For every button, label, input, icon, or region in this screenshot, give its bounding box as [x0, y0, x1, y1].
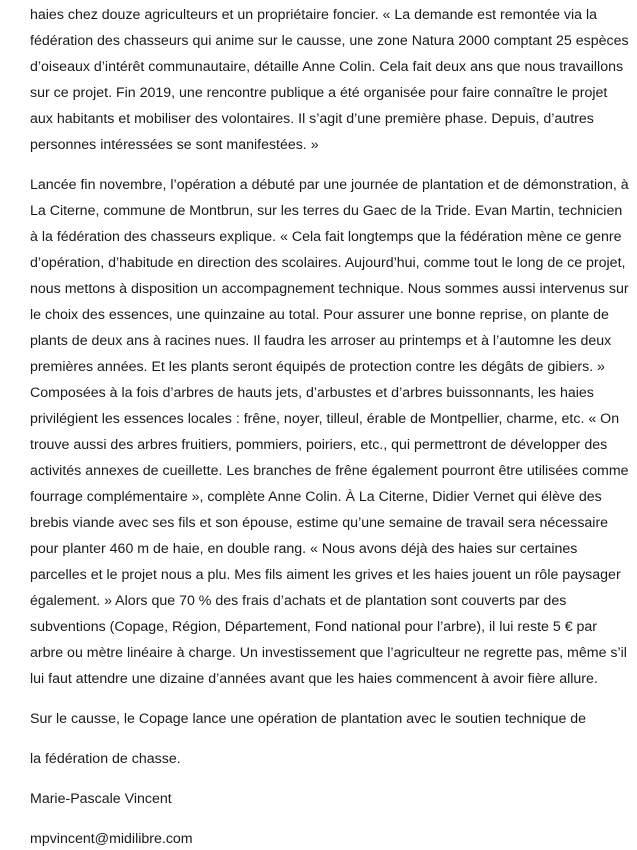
paragraph-2-line: pour planter 460 m de haie, en double rang. « Nous avons déjà des haies sur certaines	[30, 541, 578, 557]
paragraph-2-line: à la fédération des chasseurs explique. « Cela fait longtemps que la fédération mène ce genre	[30, 229, 622, 245]
paragraph-1-line: personnes intéressées se sont manifestées. »	[30, 137, 319, 153]
paragraph-2-line: subventions (Copage, Région, Département, Fond national pour l’arbre), il lui reste 5 € par	[30, 619, 598, 635]
paragraph-2-line: Lancée fin novembre, l’opération a débuté par une journée de plantation et de démonstration, à	[30, 177, 629, 193]
paragraph-1-line: sur ce projet. Fin 2019, une rencontre publique a été organisée pour faire connaître le projet	[30, 85, 608, 101]
paragraph-2-line: fourrage complémentaire », complète Anne Colin. À La Citerne, Didier Vernet qui élève des	[30, 489, 602, 505]
paragraph-2-line: arbre ou mètre linéaire à charge. Un investissement que l’agriculteur ne regrette pas, même s’il	[30, 645, 627, 661]
paragraph-2-line: premières années. Et les plants seront équipés de protection contre les dégâts de gibiers. »	[30, 359, 605, 375]
paragraph-2-line: également. » Alors que 70 % des frais d’achats et de plantation sont couverts par des	[30, 593, 567, 609]
paragraph-1-line: d’oiseaux d’intérêt communautaire, détaille Anne Colin. Cela fait deux ans que nous travaillons	[30, 59, 624, 75]
paragraph-2-line: nous mettons à disposition un accompagnement technique. Nous sommes aussi intervenus sur	[30, 281, 629, 297]
paragraph-1-line: haies chez douze agriculteurs et un propriétaire foncier. « La demande est remontée via la	[30, 7, 598, 23]
paragraph-2-line: brebis viande avec ses fils et son épouse, estime qu’une semaine de travail sera nécessaire	[30, 515, 609, 531]
paragraph-2-line: lui faut attendre une dizaine d’années avant que les haies commencent à avoir fière allure.	[30, 671, 598, 687]
paragraph-2-line: le choix des essences, une quinzaine au total. Pour assurer une bonne reprise, on plante de	[30, 307, 609, 323]
author-email: mpvincent@midilibre.com	[30, 831, 193, 847]
paragraph-2-line: plants de deux ans à racines nues. Il faudra les arroser au printemps et à l’automne les deux	[30, 333, 612, 349]
paragraph-1-line: aux habitants et mobiliser des volontaires. Il s’agit d’une première phase. Depuis, d’autres	[30, 111, 594, 127]
paragraph-2-line: trouve aussi des arbres fruitiers, pommiers, poiriers, etc., qui permettront de développer des	[30, 437, 608, 453]
summary-line: Sur le causse, le Copage lance une opération de plantation avec le soutien technique de	[30, 711, 587, 727]
paragraph-1-line: fédération des chasseurs qui anime sur le causse, une zone Natura 2000 comptant 25 espèces	[30, 33, 629, 49]
paragraph-2-line: activités annexes de cueillette. Les branches de frêne également pourront être utilisées comme	[30, 463, 629, 479]
paragraph-2-line: privilégient les essences locales : frêne, noyer, tilleul, érable de Montpellier, charme, etc. « On	[30, 411, 620, 427]
author-name: Marie-Pascale Vincent	[30, 791, 172, 807]
paragraph-2-line: parcelles et le projet nous a plu. Mes fils aiment les grives et les haies jouent un rôle paysager	[30, 567, 621, 583]
paragraph-2-line: Composées à la fois d’arbres de hauts jets, d’arbustes et d’arbres buissonnants, les haies	[30, 385, 594, 401]
summary-line: la fédération de chasse.	[30, 751, 181, 767]
paragraph-2-line: d’opération, d’habitude en direction des scolaires. Aujourd’hui, comme tout le long de ce projet,	[30, 255, 626, 271]
paragraph-2-line: La Citerne, commune de Montbrun, sur les terres du Gaec de la Tride. Evan Martin, technicien	[30, 203, 623, 219]
